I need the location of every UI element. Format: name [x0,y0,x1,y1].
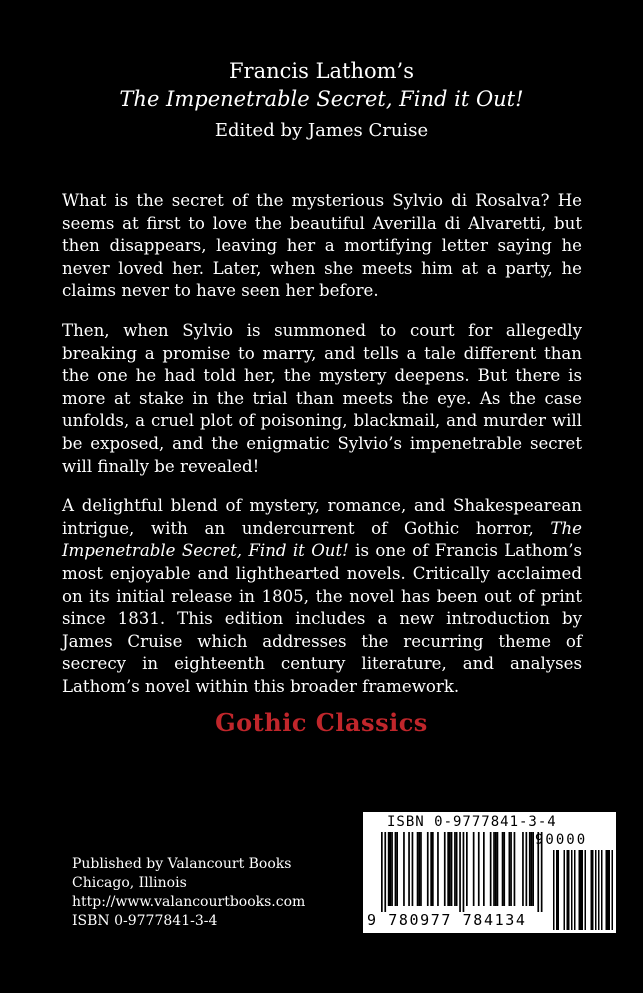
barcode-bar [391,832,393,906]
addon-bar [556,850,558,930]
barcode-bar [420,832,422,906]
barcode-bar [478,832,480,906]
publisher-line-3: http://www.valancourtbooks.com [72,894,306,910]
barcode-bar [449,832,451,906]
barcode-bar [483,832,485,906]
barcode-bar [531,832,533,906]
addon-bar [574,850,576,930]
barcode-bar [473,832,475,906]
addon-bar [585,850,587,930]
barcode-bar [495,832,497,906]
barcode-bar [430,832,432,906]
barcode-bar [388,832,390,906]
blurb-paragraph-1: What is the secret of the mysterious Sylvio di Rosalva? He seems at first to love the beautiful Averilla di Alvaretti, but then disappears, leaving her a mortifying letter saying he never loved her. Later, when she meets him at a party, he claims never to have seen her before. [62,191,582,301]
addon-bar [558,850,560,930]
barcode-bar [444,832,446,906]
barcode-bar [526,832,528,906]
barcode-panel [363,812,616,933]
barcode-bar [417,832,419,906]
blurb [62,190,582,715]
addon-bar [601,850,603,930]
addon-bar [553,850,555,930]
barcode-bar [532,832,534,906]
blurb-p3-start: A delightful blend of mystery, romance, and Shakespearean intrigue, with an undercurrent of Gothic horror, [62,496,582,538]
barcode-bar [522,832,524,906]
barcode-bar [509,832,511,906]
addon-bar [591,850,593,930]
barcode-bar [403,832,405,906]
barcode-bar [490,832,492,906]
publisher-line-1: Published by Valancourt Books [72,856,292,872]
editor-line: Edited by James Cruise [214,120,429,141]
barcode-bar [447,832,449,906]
addon-bar [567,850,569,930]
barcode-bar [503,832,505,906]
addon-bar [579,850,581,930]
addon-bar [612,850,614,930]
addon-bar [606,850,608,930]
barcode-bar [466,832,468,906]
barcode-bar [408,832,410,906]
barcode-bar [459,832,461,912]
series-logo: Gothic Classics [215,708,428,737]
blurb-p3-title: The Impenetrable Secret, Find it Out! [62,518,582,561]
cover-header [0,57,643,144]
barcode-addon-digits: 90000 [535,832,588,848]
blurb-paragraph-3 [62,495,582,698]
barcode-bar [396,832,398,906]
barcode-bar [437,832,439,906]
barcode-isbn-label: ISBN 0-9777841-3-4 [387,814,557,830]
barcode-bar [529,832,531,906]
addon-bar [580,850,582,930]
addon-bar [571,850,573,930]
barcode-bar [514,832,516,906]
barcode-bar [510,832,512,906]
barcode-bar [427,832,429,906]
barcode-ean-digits: 9 780977 784134 [367,911,527,929]
barcode-bar [454,832,456,906]
barcode-bar [463,832,465,912]
addon-bar [592,850,594,930]
barcode-bar [418,832,420,906]
barcode-bar [381,832,383,912]
barcode-bar [451,832,453,906]
barcode-bar [395,832,397,906]
addon-bar [609,850,611,930]
barcode-bar [502,832,504,906]
barcode-bar [432,832,434,906]
addon-bar [595,850,597,930]
addon-bar [607,850,609,930]
addon-bar [598,850,600,930]
addon-bar [568,850,570,930]
barcode-bar [497,832,499,906]
publisher-info [72,855,332,931]
publisher-line-2: Chicago, Illinois [72,875,187,891]
barcode-bar [390,832,392,906]
author-line: Francis Lathom’s [228,59,415,83]
addon-bar [564,850,566,930]
addon-bar [582,850,584,930]
barcode-bar [456,832,458,906]
barcode-bar [384,832,386,912]
barcode-bar [493,832,495,906]
blurb-paragraph-2: Then, when Sylvio is summoned to court for allegedly breaking a promise to marry, and tells a tale different than the one he had told her, the mystery deepens. But there is more at stake in the trial than meets the eye. As the case unfolds, a cruel plot of poisoning, blackmail, and murder will be exposed, and the enigmatic Sylvio’s impenetrable secret will finally be revealed! [62,320,582,476]
blurb-p3-end: is one of Francis Lathom’s most enjoyable and lighthearted novels. Critically acclaimed on its initial release in 1805, the novel has been out of print since 1831. This edition includes a new introduction by James Cruise which addresses the recurring theme of secrecy in eighteenth century literature, and analyses Lathom’s novel within this broader framework. [62,541,582,696]
barcode-bar [412,832,414,906]
publisher-line-4: ISBN 0-9777841-3-4 [72,913,218,929]
book-title: The Impenetrable Secret, Find it Out! [119,87,524,111]
